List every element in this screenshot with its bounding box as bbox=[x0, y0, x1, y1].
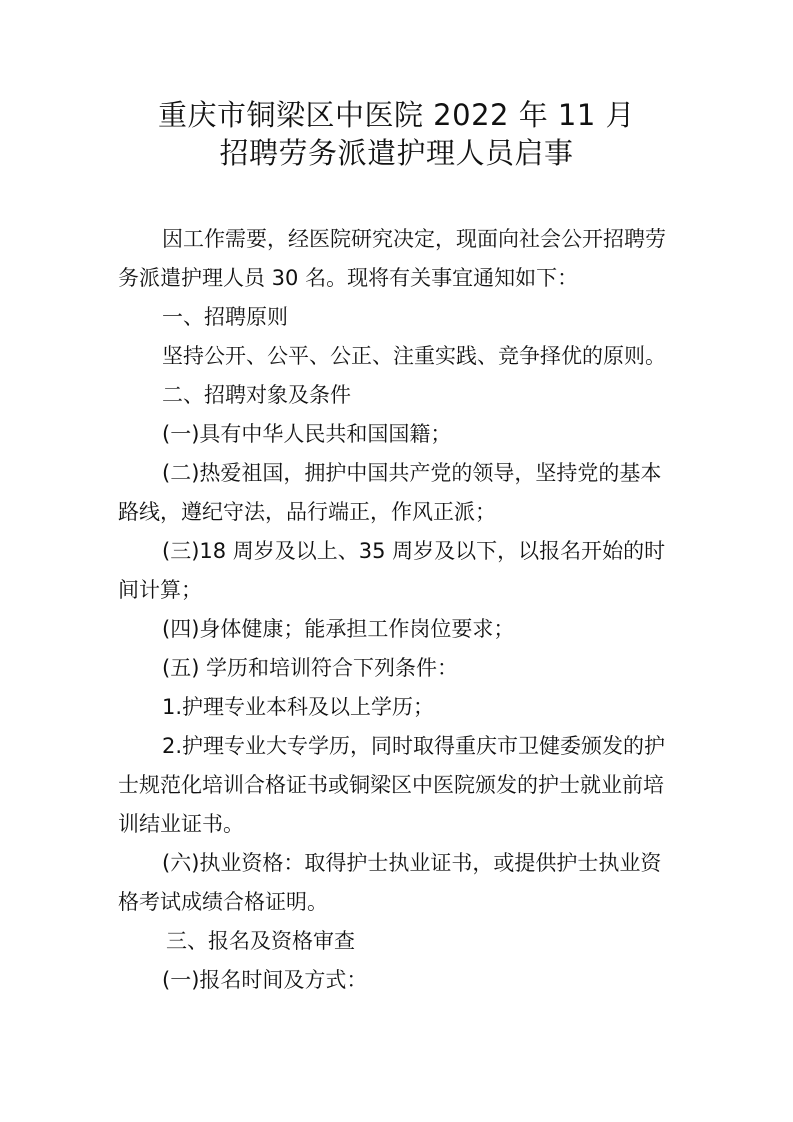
condition-item: (一)具有中华人民共和国国籍； bbox=[162, 422, 452, 446]
principles-paragraph: 坚持公开、公平、公正、注重实践、竞争择优的原则。 bbox=[162, 344, 666, 368]
condition-item: (三)18 周岁及以上、35 周岁及以下，以报名开始的时间计算； bbox=[118, 539, 666, 602]
education-item: 1.护理专业本科及以上学历； bbox=[162, 695, 435, 719]
section-heading-registration: 三、报名及资格审查 bbox=[166, 929, 355, 953]
title-line-2: 招聘劳务派遣护理人员启事 bbox=[219, 136, 574, 170]
condition-item: (四)身体健康；能承担工作岗位要求； bbox=[162, 617, 515, 641]
intro-paragraph: 因工作需要，经医院研究决定，现面向社会公开招聘劳务派遣护理人员 30 名。现将有关事宜通知如下： bbox=[118, 227, 666, 290]
condition-item: (二)热爱祖国，拥护中国共产党的领导，坚持党的基本路线，遵纪守法，品行端正，作风正派； bbox=[118, 461, 662, 524]
registration-item: (一)报名时间及方式： bbox=[162, 968, 368, 992]
title-line-1: 重庆市铜梁区中医院 2022 年 11 月 bbox=[157, 98, 636, 132]
section-heading-principles: 一、招聘原则 bbox=[162, 305, 288, 329]
education-item: 2.护理专业大专学历，同时取得重庆市卫健委颁发的护士规范化培训合格证书或铜梁区中医院颁发的护士就业前培训结业证书。 bbox=[118, 734, 666, 836]
document-title bbox=[0, 96, 793, 172]
section-heading-conditions: 二、招聘对象及条件 bbox=[162, 383, 351, 407]
condition-item: (五) 学历和培训符合下列条件： bbox=[162, 656, 459, 680]
condition-item: (六)执业资格：取得护士执业证书，或提供护士执业资格考试成绩合格证明。 bbox=[118, 851, 662, 914]
document-body bbox=[118, 220, 680, 1000]
